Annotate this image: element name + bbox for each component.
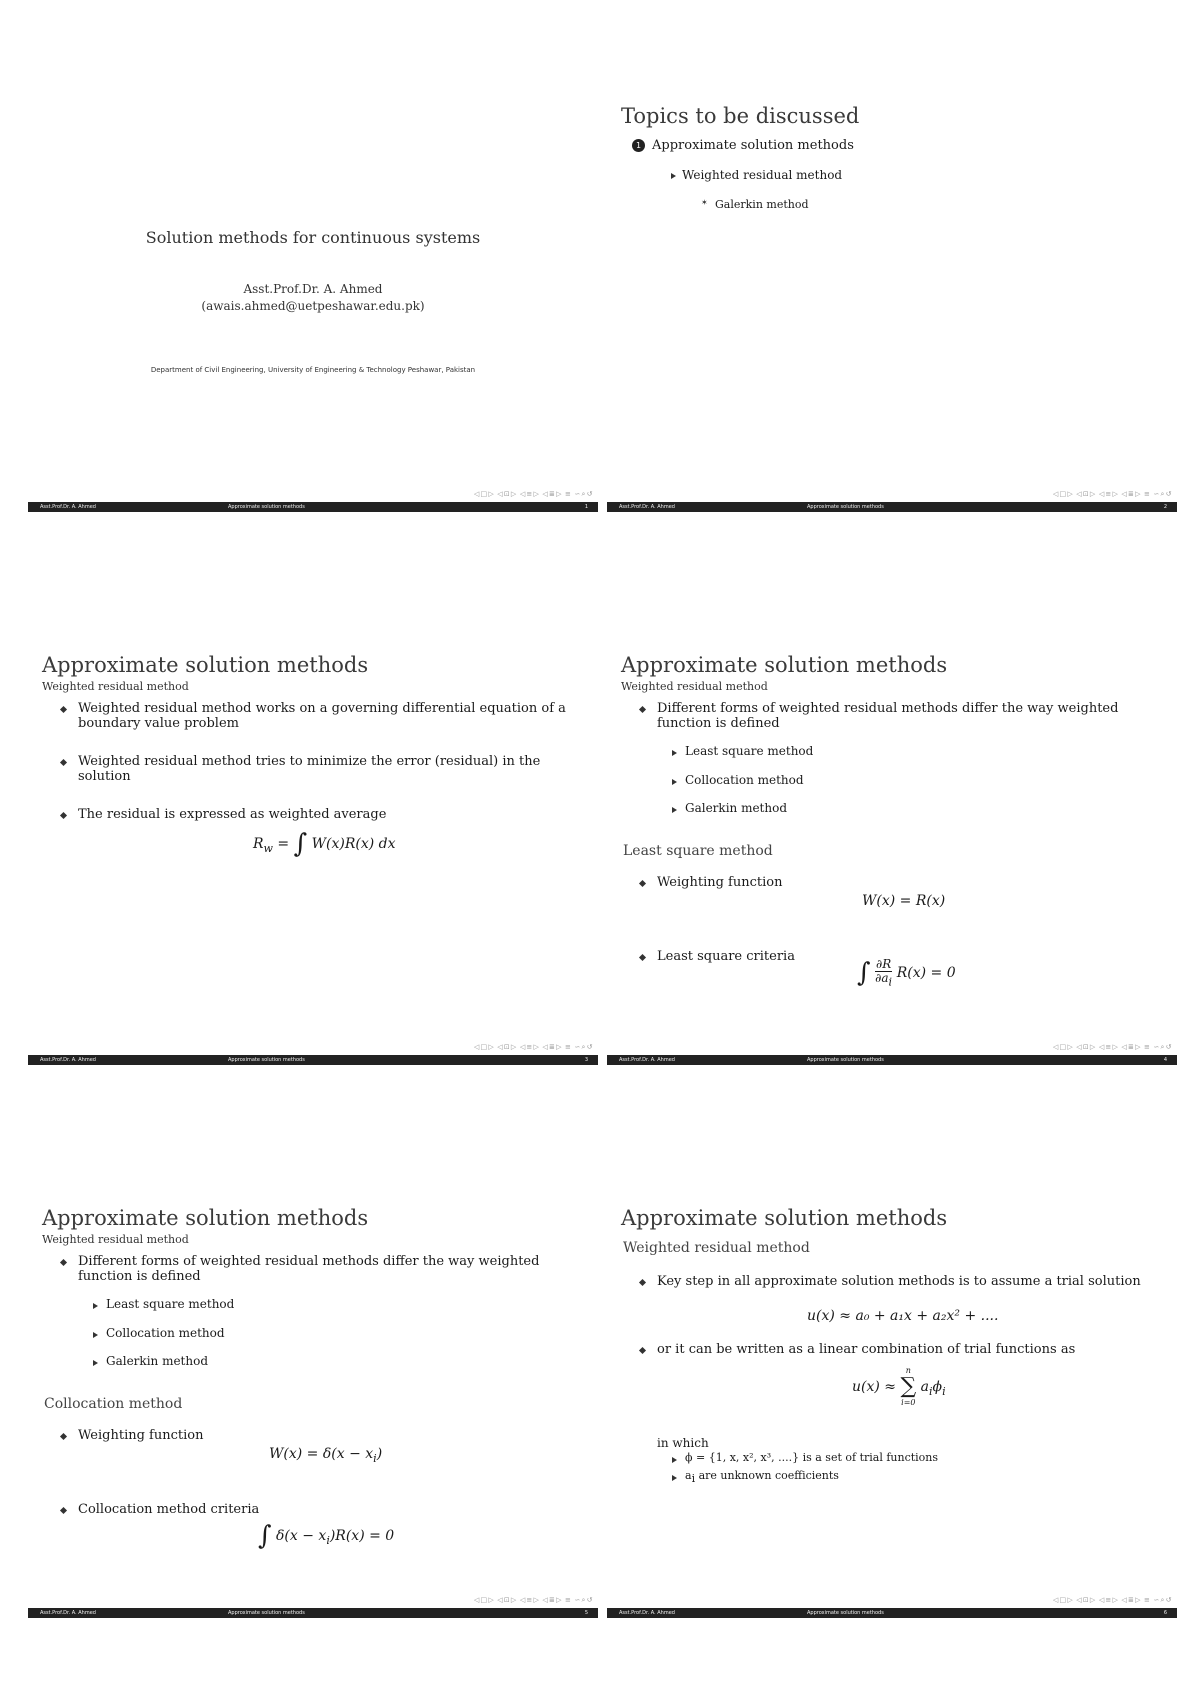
navigation-bar[interactable] <box>1053 1595 1171 1605</box>
document-nav-icon[interactable]: ◁ ≣ ▷ <box>542 490 562 498</box>
frame-title: Approximate solution methods <box>42 1206 369 1230</box>
trial-functions-item: ϕ = {1, x, x², x³, ....} is a set of trial functions <box>685 1451 939 1464</box>
outline-icon[interactable]: ≡ <box>1144 1596 1150 1604</box>
page-number: 5 <box>584 1610 588 1616</box>
page-number: 4 <box>1163 1057 1167 1063</box>
bullet-item: or it can be written as a linear combination of trial functions as <box>657 1342 1076 1357</box>
email: (awais.ahmed@uetpeshawar.edu.pk) <box>201 299 425 313</box>
footer-title: Approximate solution methods <box>228 1610 305 1616</box>
footer <box>607 502 1177 512</box>
weighting-function-equation: W(x) = R(x) <box>862 893 946 909</box>
bullet-item: Weighted residual method tries to minimize the error (residual) in the solution <box>78 754 541 784</box>
footer-author: Asst.Prof.Dr. A. Ahmed <box>619 1057 675 1063</box>
footer <box>607 1608 1177 1618</box>
document-nav-icon[interactable]: ◁ ≣ ▷ <box>1121 1596 1141 1604</box>
star-bullet-icon: ✶ <box>701 198 708 207</box>
triangle-bullet-icon <box>671 173 676 179</box>
bullet-item: Collocation method criteria <box>78 1502 260 1517</box>
fraction-denominator: $\partial a_i$ <box>875 971 893 989</box>
subsection-nav-icon[interactable]: ◁ ⊡ ▷ <box>1076 1043 1095 1051</box>
bullet-item: The residual is expressed as weighted average <box>78 807 387 822</box>
method-item: Collocation method <box>106 1326 225 1340</box>
frame-nav-icon[interactable]: ◁ □ ▷ <box>1052 490 1073 498</box>
method-item: Galerkin method <box>685 801 788 815</box>
outline-icon[interactable]: ≡ <box>565 490 571 498</box>
frame-nav-icon[interactable]: ◁ □ ▷ <box>473 490 494 498</box>
method-item: Least square method <box>106 1297 235 1311</box>
footer-author: Asst.Prof.Dr. A. Ahmed <box>40 504 96 510</box>
bullet-item: Different forms of weighted residual methods differ the way weighted function is defined <box>78 1254 540 1284</box>
diamond-bullet-icon <box>60 759 67 766</box>
weighted-residual-equation: $R_w$ = ∫ W(x)R(x) dx <box>253 829 396 859</box>
eq-lhs-subscript: w <box>263 841 273 855</box>
diamond-bullet-icon <box>60 1433 67 1440</box>
footer-author: Asst.Prof.Dr. A. Ahmed <box>619 504 675 510</box>
outline-icon[interactable]: ≡ <box>565 1596 571 1604</box>
coefficients-item: $a_i$ are unknown coefficients <box>685 1469 839 1486</box>
presentation-title: Solution methods for continuous systems <box>145 228 481 247</box>
frame-title: Topics to be discussed <box>621 104 860 128</box>
section-nav-icon[interactable]: ◁ ≡ ▷ <box>1098 1043 1118 1051</box>
diamond-bullet-icon <box>60 812 67 819</box>
frame-nav-icon[interactable]: ◁ □ ▷ <box>473 1043 494 1051</box>
block-title: Least square method <box>623 843 773 859</box>
page-number: 2 <box>1163 504 1167 510</box>
method-item: Galerkin method <box>106 1354 209 1368</box>
frame-subtitle: Weighted residual method <box>42 680 189 693</box>
topic-item: Approximate solution methods <box>652 138 854 153</box>
diamond-bullet-icon <box>639 880 646 887</box>
slide-4 <box>607 573 1177 1065</box>
document-nav-icon[interactable]: ◁ ≣ ▷ <box>1121 490 1141 498</box>
bullet-item: Least square criteria <box>657 949 795 964</box>
navigation-bar[interactable] <box>474 1042 592 1052</box>
search-back-icon[interactable]: ∽ ⌕ ↺ <box>1153 489 1171 498</box>
frame-subtitle: Weighted residual method <box>621 680 768 693</box>
frame-nav-icon[interactable]: ◁ □ ▷ <box>473 1596 494 1604</box>
triangle-bullet-icon <box>672 779 677 785</box>
summation-icon: n ∑ i=0 <box>900 1366 917 1407</box>
bullet-item: Different forms of weighted residual methods differ the way weighted function is defined <box>657 701 1119 731</box>
slide-3 <box>28 573 598 1065</box>
footer <box>28 1608 598 1618</box>
page-number: 3 <box>584 1057 588 1063</box>
topic-subitem: Weighted residual method <box>682 168 843 182</box>
diamond-bullet-icon <box>60 1507 67 1514</box>
outline-icon[interactable]: ≡ <box>565 1043 571 1051</box>
author: Asst.Prof.Dr. A. Ahmed <box>243 282 383 296</box>
section-nav-icon[interactable]: ◁ ≡ ▷ <box>519 1043 539 1051</box>
footer <box>607 1055 1177 1065</box>
document-nav-icon[interactable]: ◁ ≣ ▷ <box>1121 1043 1141 1051</box>
bullet-item: Weighting function <box>657 875 783 890</box>
block-title: Weighted residual method <box>623 1240 810 1256</box>
page-number: 6 <box>1163 1610 1167 1616</box>
search-back-icon[interactable]: ∽ ⌕ ↺ <box>574 489 592 498</box>
footer-title: Approximate solution methods <box>807 1610 884 1616</box>
triangle-bullet-icon <box>672 1475 677 1481</box>
method-item: Collocation method <box>685 773 804 787</box>
least-square-criteria-equation <box>857 958 956 988</box>
triangle-bullet-icon <box>93 1360 98 1366</box>
navigation-bar[interactable] <box>1053 489 1171 499</box>
bullet-item: Weighting function <box>78 1428 204 1443</box>
footer <box>28 1055 598 1065</box>
search-back-icon[interactable]: ∽ ⌕ ↺ <box>574 1042 592 1051</box>
section-nav-icon[interactable]: ◁ ≡ ▷ <box>1098 1596 1118 1604</box>
document-nav-icon[interactable]: ◁ ≣ ▷ <box>542 1596 562 1604</box>
integral-icon: ∫ <box>293 829 308 859</box>
section-nav-icon[interactable]: ◁ ≡ ▷ <box>1098 490 1118 498</box>
section-nav-icon[interactable]: ◁ ≡ ▷ <box>519 490 539 498</box>
document-nav-icon[interactable]: ◁ ≣ ▷ <box>542 1043 562 1051</box>
diamond-bullet-icon <box>60 1259 67 1266</box>
footer-title: Approximate solution methods <box>228 504 305 510</box>
subsection-nav-icon[interactable]: ◁ ⊡ ▷ <box>497 490 516 498</box>
frame-title: Approximate solution methods <box>621 1206 948 1230</box>
search-back-icon[interactable]: ∽ ⌕ ↺ <box>1153 1042 1171 1051</box>
integral-icon: ∫ <box>857 958 871 989</box>
collocation-criteria-equation: ∫ $\delta(x - x_i)R(x) = 0$ <box>258 1521 395 1551</box>
trial-solution-equation: u(x) ≈ a₀ + a₁x + a₂x² + .... <box>807 1308 999 1324</box>
triangle-bullet-icon <box>93 1303 98 1309</box>
footer-title: Approximate solution methods <box>807 1057 884 1063</box>
subsection-nav-icon[interactable]: ◁ ⊡ ▷ <box>1076 490 1095 498</box>
footer-author: Asst.Prof.Dr. A. Ahmed <box>40 1610 96 1616</box>
institute: Department of Civil Engineering, University of Engineering & Technology Peshawar, Pakistan <box>150 366 476 374</box>
weighting-function-equation: $W(x) = \delta(x - x_i)$ <box>269 1446 383 1465</box>
diamond-bullet-icon <box>639 954 646 961</box>
bullet-item: Key step in all approximate solution methods is to assume a trial solution <box>657 1274 1141 1289</box>
eq-rhs: W(x)R(x) dx <box>311 836 396 852</box>
integral-icon: ∫ <box>258 1521 272 1551</box>
block-title: Collocation method <box>44 1396 183 1412</box>
triangle-bullet-icon <box>93 1332 98 1338</box>
eq-lhs: R <box>253 836 264 852</box>
diamond-bullet-icon <box>639 1279 646 1286</box>
navigation-bar[interactable] <box>1053 1042 1171 1052</box>
triangle-bullet-icon <box>672 750 677 756</box>
partial-fraction <box>875 958 892 988</box>
subsection-nav-icon[interactable]: ◁ ⊡ ▷ <box>497 1043 516 1051</box>
frame-title: Approximate solution methods <box>621 653 948 677</box>
frame-title: Approximate solution methods <box>42 653 369 677</box>
bullet-item: Weighted residual method works on a governing differential equation of a boundary value problem <box>78 701 566 731</box>
page-number: 1 <box>584 504 588 510</box>
triangle-bullet-icon <box>672 1457 677 1463</box>
diamond-bullet-icon <box>639 706 646 713</box>
frame-nav-icon[interactable]: ◁ □ ▷ <box>1052 1043 1073 1051</box>
navigation-bar[interactable] <box>474 489 592 499</box>
diamond-bullet-icon <box>639 1347 646 1354</box>
diamond-bullet-icon <box>60 706 67 713</box>
in-which-text: in which <box>657 1436 709 1450</box>
topic-subsubitem: Galerkin method <box>715 198 809 211</box>
search-back-icon[interactable]: ∽ ⌕ ↺ <box>574 1595 592 1604</box>
footer-author: Asst.Prof.Dr. A. Ahmed <box>40 1057 96 1063</box>
subsection-nav-icon[interactable]: ◁ ⊡ ▷ <box>1076 1596 1095 1604</box>
footer-title: Approximate solution methods <box>228 1057 305 1063</box>
subsection-nav-icon[interactable]: ◁ ⊡ ▷ <box>497 1596 516 1604</box>
outline-icon[interactable]: ≡ <box>1144 490 1150 498</box>
frame-subtitle: Weighted residual method <box>42 1233 189 1246</box>
footer-title: Approximate solution methods <box>807 504 884 510</box>
footer <box>28 502 598 512</box>
method-item: Least square method <box>685 744 814 758</box>
triangle-bullet-icon <box>672 807 677 813</box>
slide-1 <box>28 20 598 512</box>
linear-combination-equation: u(x) ≈ n ∑ i=0 $a_i\phi_i$ <box>852 1366 946 1407</box>
footer-author: Asst.Prof.Dr. A. Ahmed <box>619 1610 675 1616</box>
slide-5 <box>28 1126 598 1618</box>
navigation-bar[interactable] <box>474 1595 592 1605</box>
eq-rest: R(x) = 0 <box>896 965 956 982</box>
slide-2 <box>607 20 1177 512</box>
fraction-numerator: ∂R <box>876 957 892 971</box>
outline-icon[interactable]: ≡ <box>1144 1043 1150 1051</box>
slide-6 <box>607 1126 1177 1618</box>
search-back-icon[interactable]: ∽ ⌕ ↺ <box>1153 1595 1171 1604</box>
section-nav-icon[interactable]: ◁ ≡ ▷ <box>519 1596 539 1604</box>
enum-number: 1 <box>632 139 645 152</box>
frame-nav-icon[interactable]: ◁ □ ▷ <box>1052 1596 1073 1604</box>
